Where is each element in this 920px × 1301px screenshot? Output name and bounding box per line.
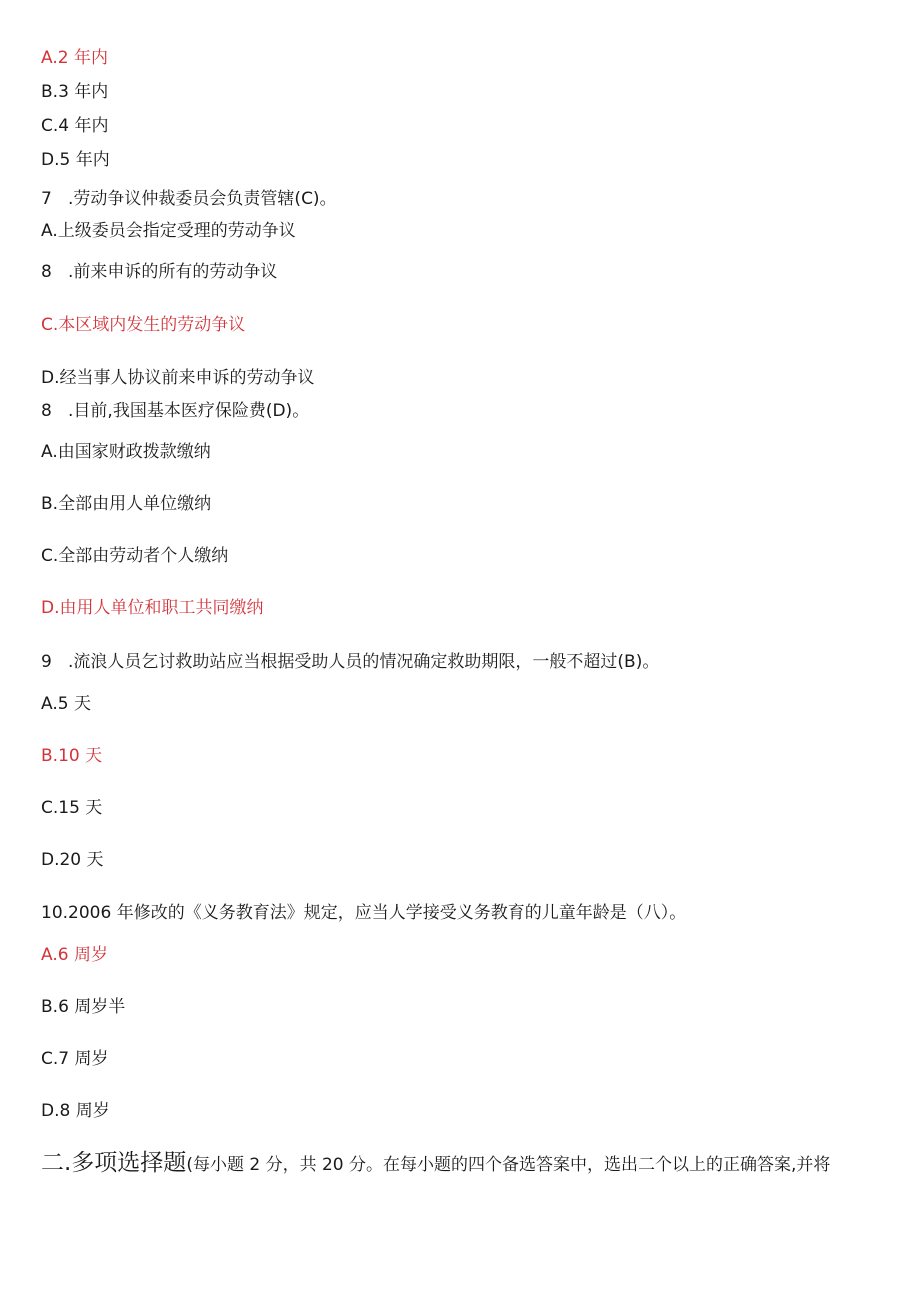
question-line: 8 .前来申诉的所有的劳动争议	[41, 262, 278, 282]
option-line: A.6 周岁	[41, 945, 108, 965]
question-line: 8 .目前,我国基本医疗保险费(D)。	[41, 401, 310, 421]
section-heading	[41, 1148, 830, 1180]
option-line: C.全部由劳动者个人缴纳	[41, 546, 229, 566]
option-line: B.10 天	[41, 746, 103, 766]
option-line: C.本区域内发生的劳动争议	[41, 315, 246, 335]
option-line: A.上级委员会指定受理的劳动争议	[41, 221, 296, 241]
option-line: B.3 年内	[41, 82, 109, 102]
question-line: 7 .劳动争议仲裁委员会负责管辖(C)。	[41, 189, 337, 209]
question-line: 9 .流浪人员乞讨救助站应当根据受助人员的情况确定救助期限，一般不超过(B)。	[41, 652, 660, 672]
section-title: 二.多项选择题	[41, 1150, 187, 1176]
option-line: D.20 天	[41, 850, 104, 870]
option-line: C.4 年内	[41, 116, 109, 136]
option-line: C.7 周岁	[41, 1049, 109, 1069]
option-line: B.全部由用人单位缴纳	[41, 494, 212, 514]
question-line: 10.2006 年修改的《义务教育法》规定，应当人学接受义务教育的儿童年龄是（八）。	[41, 903, 687, 923]
option-line: A.5 天	[41, 694, 91, 714]
option-line: D.5 年内	[41, 150, 110, 170]
option-line: B.6 周岁半	[41, 997, 126, 1017]
option-line: A.2 年内	[41, 48, 108, 68]
option-line: D.8 周岁	[41, 1101, 110, 1121]
option-line: C.15 天	[41, 798, 103, 818]
option-line: D.由用人单位和职工共同缴纳	[41, 598, 264, 618]
option-line: A.由国家财政拨款缴纳	[41, 442, 211, 462]
option-line: D.经当事人协议前来申诉的劳动争议	[41, 368, 315, 388]
section-instruction: (每小题 2 分，共 20 分。在每小题的四个备选答案中，选出二个以上的正确答案,并将	[186, 1155, 831, 1175]
